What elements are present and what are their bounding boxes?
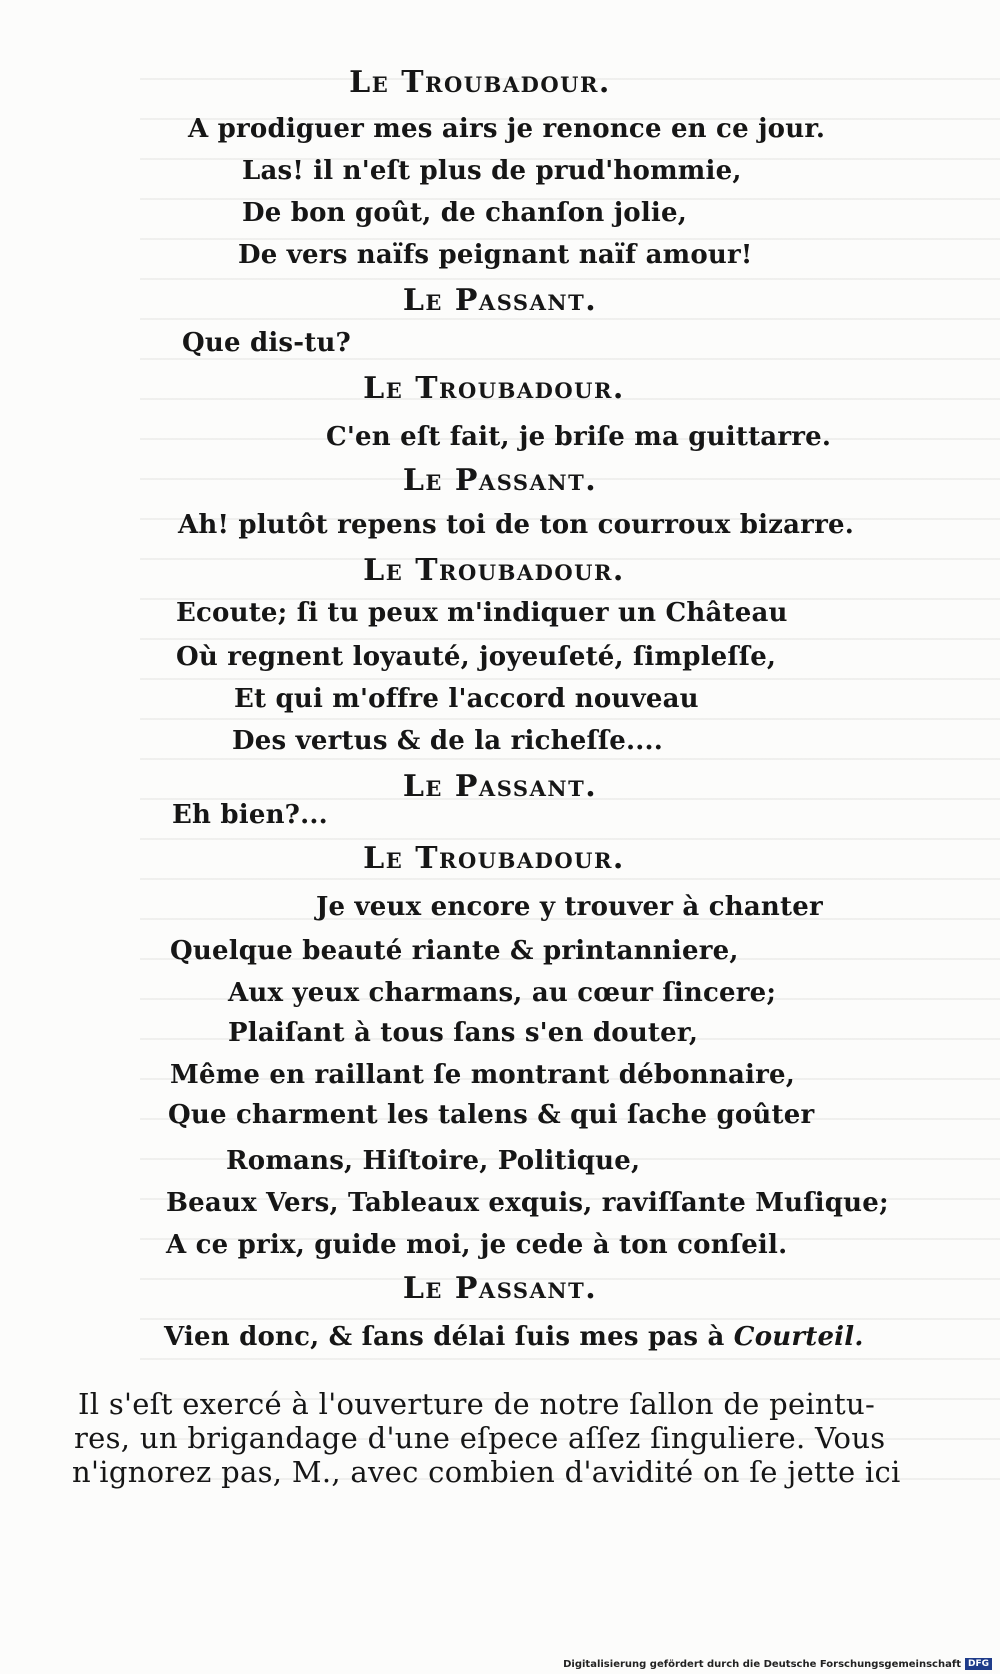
verse-line: Quelque beauté riante & printanniere,	[170, 936, 739, 966]
credit-text: Digitalisierung gefördert durch die Deutsche Forschungsgemeinschaft	[563, 1658, 961, 1670]
verse-line: De vers naïfs peignant naïf amour!	[238, 240, 753, 270]
verse-line: Que dis-tu?	[182, 328, 351, 358]
speaker-heading: Le Troubadour.	[363, 553, 625, 588]
verse-line: Ecoute; ſi tu peux m'indiquer un Château	[176, 598, 788, 628]
verse-line: Et qui m'offre l'accord nouveau	[234, 684, 699, 714]
verse-line: Eh bien?...	[172, 800, 328, 830]
verse-line: Que charment les talens & qui ſache goûter	[168, 1100, 815, 1130]
speaker-heading: Le Troubadour.	[349, 65, 611, 100]
speaker-heading: Le Passant.	[402, 463, 598, 498]
digitization-credit	[563, 1658, 992, 1670]
verse-line: A prodiguer mes airs je renonce en ce jour.	[188, 114, 826, 144]
prose-line: Il s'eſt exercé à l'ouverture de notre ſallon de peintu-	[78, 1387, 876, 1421]
verse-line: Des vertus & de la richeſſe....	[232, 726, 663, 756]
verse-line: Romans, Hiſtoire, Politique,	[226, 1146, 641, 1176]
verse-line: Plaiſant à tous ſans s'en douter,	[228, 1018, 699, 1048]
speaker-heading: Le Passant.	[402, 769, 598, 804]
verse-line: Même en raillant ſe montrant débonnaire,	[170, 1060, 796, 1090]
prose-line: n'ignorez pas, M., avec combien d'avidité on ſe jette ici	[72, 1455, 901, 1489]
verse-line: Aux yeux charmans, au cœur ſincere;	[228, 978, 777, 1008]
verse-line: Je veux encore y trouver à chanter	[316, 892, 823, 922]
speaker-heading: Le Passant.	[402, 283, 598, 318]
verse-line: Ah! plutôt repens toi de ton courroux bizarre.	[178, 510, 854, 540]
verse-line: Beaux Vers, Tableaux exquis, raviſſante Muſique;	[166, 1188, 889, 1218]
speaker-heading: Le Troubadour.	[363, 371, 625, 406]
verse-line: De bon goût, de chanſon jolie,	[242, 198, 687, 228]
prose-line: res, un brigandage d'une eſpece aſſez ſinguliere. Vous	[74, 1421, 886, 1455]
speaker-heading: Le Troubadour.	[363, 841, 625, 876]
speaker-heading: Le Passant.	[402, 1271, 598, 1306]
place-name: Courteil.	[733, 1322, 864, 1352]
verse-line: Vien donc, & ſans délai ſuis mes pas à Courteil.	[164, 1322, 864, 1352]
verse-line: Las! il n'eſt plus de prud'hommie,	[242, 156, 742, 186]
verse-line: Où regnent loyauté, joyeuſeté, ſimpleſſe,	[176, 642, 777, 672]
verse-line: A ce prix, guide moi, je cede à ton conſeil.	[166, 1230, 788, 1260]
dfg-logo: DFG	[965, 1658, 992, 1670]
verse-line: C'en eſt fait, je briſe ma guittarre.	[326, 422, 832, 452]
